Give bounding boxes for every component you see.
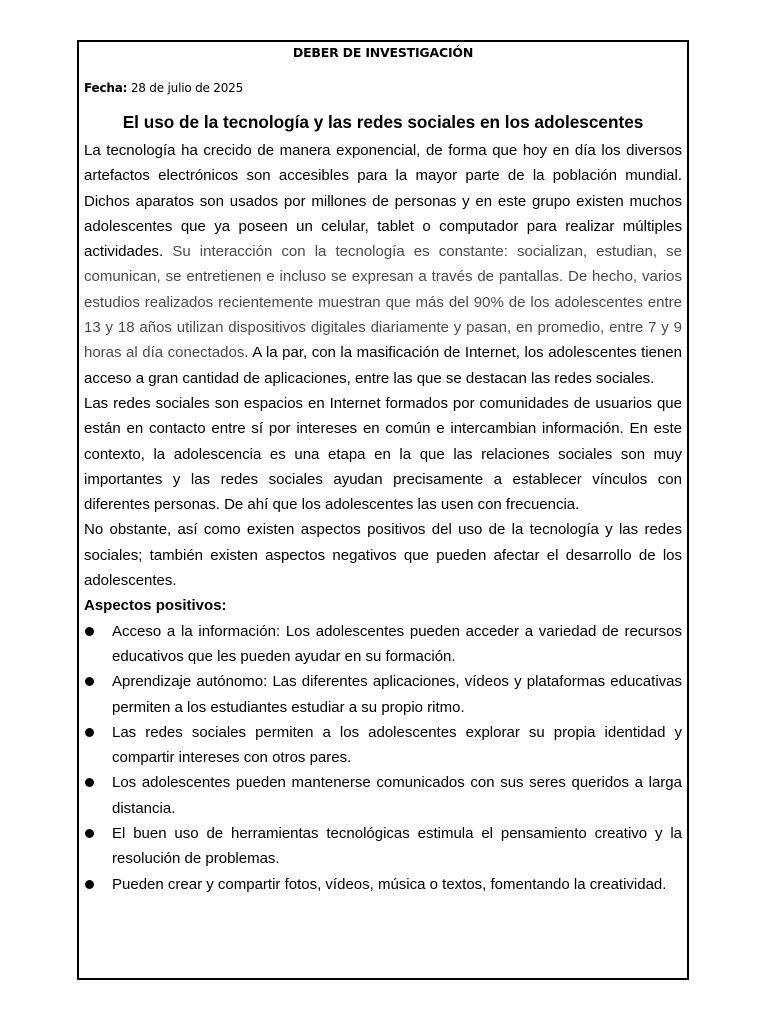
document-header-title: DEBER DE INVESTIGACIÓN	[292, 45, 474, 60]
bullet-icon	[85, 880, 94, 889]
list-item-text: Pueden crear y compartir fotos, vídeos, música o textos, fomentando la creatividad.	[112, 875, 667, 893]
list-item-text: Acceso a la información: Los adolescentes pueden acceder a variedad de recursos educativos que les pueden ayudar en su formación.	[112, 622, 682, 665]
paragraph-transition: No obstante, así como existen aspectos positivos del uso de la tecnología y las redes sociales; también existen aspectos negativos que pueden afectar el desarrollo de los adolescentes.	[84, 521, 682, 590]
positives-list	[84, 619, 682, 897]
bullet-icon	[85, 829, 94, 838]
date-line	[84, 81, 243, 95]
date-value: 28 de julio de 2025	[130, 81, 244, 95]
list-item-text: Las redes sociales permiten a los adolescentes explorar su propia identidad y compartir intereses con otros pares.	[112, 723, 682, 767]
list-item	[84, 872, 682, 897]
date-label: Fecha:	[84, 81, 128, 95]
list-item	[84, 720, 682, 771]
essay-body	[84, 138, 682, 897]
positives-heading: Aspectos positivos:	[84, 597, 227, 615]
list-item-text: Los adolescentes pueden mantenerse comunicados con sus seres queridos a larga distancia.	[112, 774, 682, 817]
paragraph-social-networks: Las redes sociales son espacios en Internet formados por comunidades de usuarios que están en contacto entre sí por intereses en común e intercambian información. En este contexto, la adolescencia es una etapa en la que las relaciones sociales son muy importantes y las redes sociales ayudan precisamente a establecer vínculos con diferentes personas. De ahí que los adolescentes las usen con frecuencia.	[84, 394, 682, 514]
paragraph-intro-part-3: . A la par, con la masificación de Internet, los adolescentes tienen acceso a gran cantidad de aplicaciones, entre las que se destacan las redes sociales.	[84, 344, 682, 387]
list-item-text: Aprendizaje autónomo: Las diferentes aplicaciones, vídeos y plataformas educativas permiten a los estudiantes estudiar a su propio ritmo.	[112, 673, 682, 716]
list-item-text: El buen uso de herramientas tecnológicas estimula el pensamiento creativo y la resolución de problemas.	[112, 825, 682, 868]
document-frame	[77, 40, 689, 980]
list-item	[84, 821, 682, 872]
bullet-icon	[85, 627, 94, 636]
paragraph-intro	[84, 138, 682, 391]
bullet-icon	[85, 728, 94, 737]
list-item	[84, 669, 682, 720]
paragraph-intro-part-1: La tecnología ha crecido de manera exponencial, de forma que hoy en día los diversos artefactos electrónicos son accesibles para la mayor parte de la población mundial. Dichos aparatos son usados por millones de personas y en este grupo existen muchos adolescentes que ya poseen un celular, tablet o computador para realizar múltiples actividades.	[84, 142, 682, 261]
bullet-icon	[85, 677, 94, 686]
essay-title: El uso de la tecnología y las redes sociales en los adolescentes	[122, 112, 644, 132]
list-item	[84, 619, 682, 670]
list-item	[84, 770, 682, 821]
paragraph-intro-part-2: Su interacción con la tecnología es constante: socializan, estudian, se comunican, se entretienen e incluso se expresan a través de pantallas. De hecho, varios estudios realizados recientemente muestran que más del 90% de los adolescentes entre 13 y 18 años utilizan dispositivos digitales diariamente y pasan, en promedio, entre 7 y 9 horas al día conectados	[84, 243, 682, 362]
bullet-icon	[85, 778, 94, 787]
